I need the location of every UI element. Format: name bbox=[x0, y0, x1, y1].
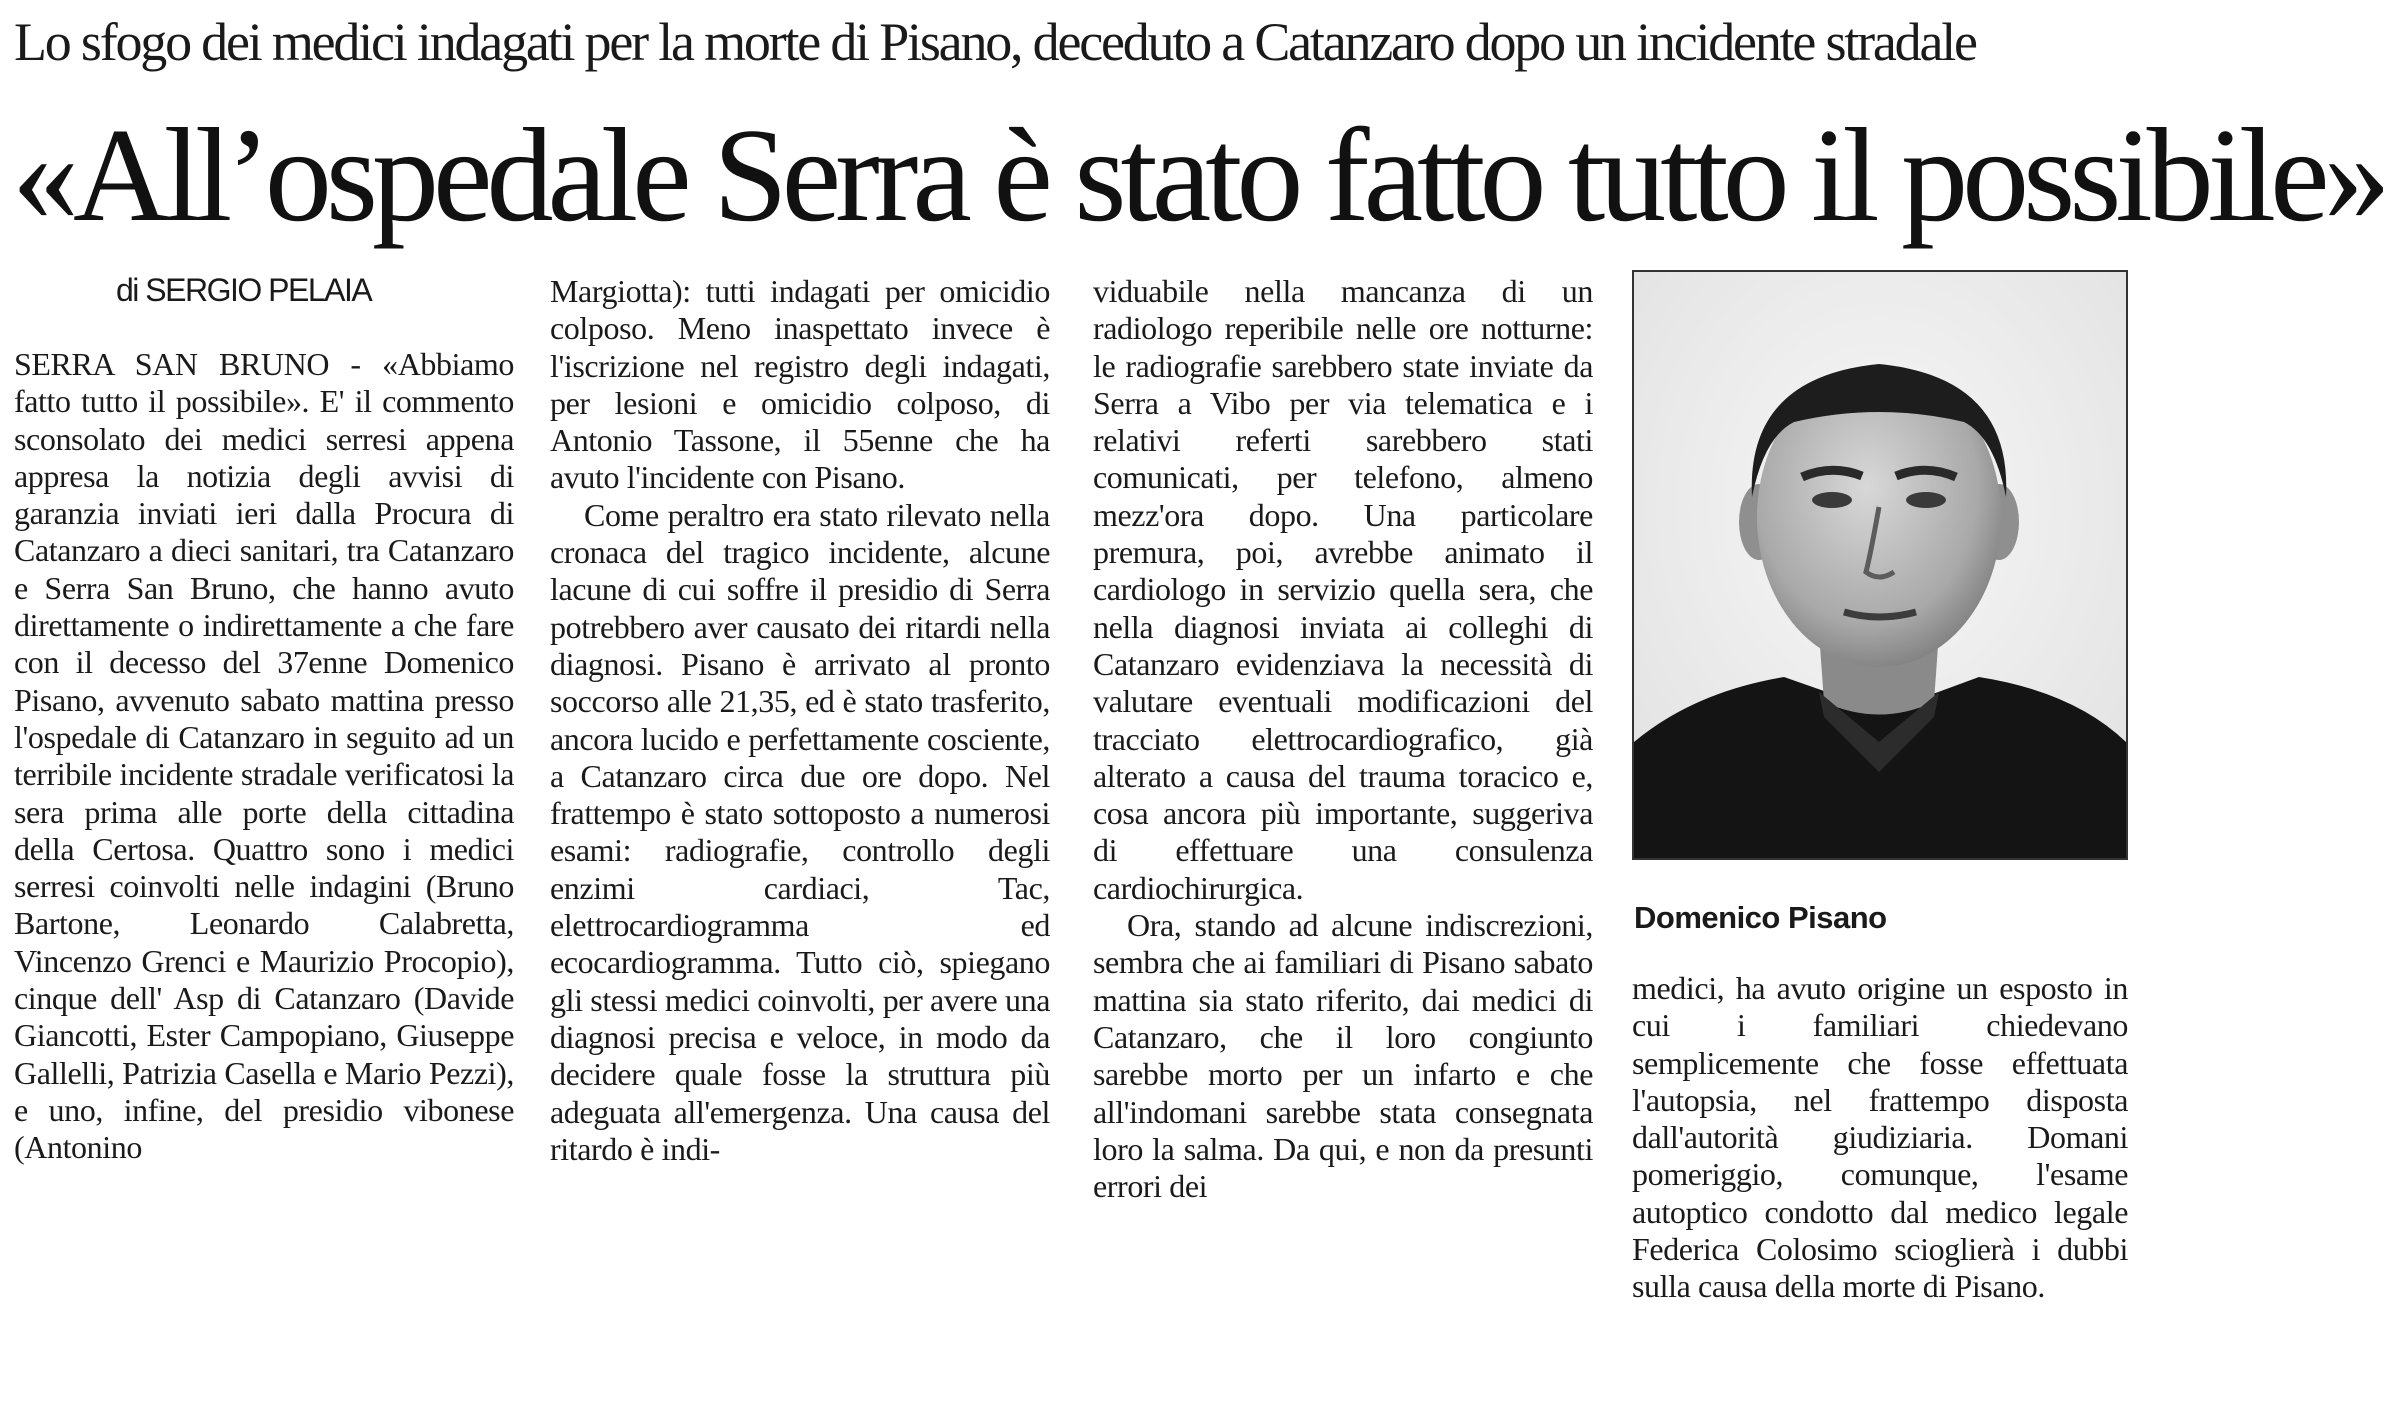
portrait-photo bbox=[1632, 270, 2128, 860]
paragraph: SERRA SAN BRUNO - «Abbiamo fatto tutto il possibile». E' il commento sconsolato dei medici serresi appena appresa la notizia degli avvisi di garanzia inviati ieri dalla Procura di Catanzaro a dieci sanitari, tra Catanzaro e Serra San Bruno, che hanno avuto direttamente o indirettamente a che fare con il decesso del 37enne Domenico Pisano, avvenuto sabato mattina presso l'ospedale di Catanzaro in seguito ad un terribile incidente stradale verificatosi la sera prima alle porte della cittadina della Certosa. Quattro sono i medici serresi coinvolti nelle indagini (Bruno Bartone, Leonardo Calabretta, Vincenzo Grenci e Maurizio Procopio), cinque dell' Asp di Catanzaro (Davide Giancotti, Ester Campopiano, Giuseppe Gallelli, Patrizia Casella e Mario Pezzi), e uno, infine, del presidio vibonese (Antonino bbox=[14, 346, 514, 1166]
photo-caption: Domenico Pisano bbox=[1634, 900, 1887, 935]
paragraph: medici, ha avuto origine un esposto in cui i familiari chiedevano semplicemente che fosse effettuata l'autopsia, nel frattempo disposta dall'autorità giudiziaria. Domani pomeriggio, comunque, l'esame autoptico condotto dal medico legale Federica Colosimo scioglierà i dubbi sulla causa della morte di Pisano. bbox=[1632, 970, 2128, 1305]
paragraph: Margiotta): tutti indagati per omicidio colposo. Meno inaspettato invece è l'iscrizione nel registro degli indagati, per lesioni e omicidio colposo, di Antonio Tassone, il 55enne che ha avuto l'incidente con Pisano. bbox=[550, 273, 1050, 496]
headline: «All’ospedale Serra è stato fatto tutto il possibile» bbox=[12, 101, 2385, 249]
kicker: Lo sfogo dei medici indagati per la morte di Pisano, deceduto a Catanzaro dopo un incidente stradale bbox=[14, 12, 1976, 72]
paragraph: viduabile nella mancanza di un radiologo reperibile nelle ore notturne: le radiografie sarebbero state inviate da Serra a Vibo per via telematica e i relativi referti sarebbero stati comunicati, per telefono, almeno mezz'ora dopo. Una particolare premura, poi, avrebbe animato il cardiologo in servizio quella sera, che nella diagnosi inviata ai colleghi di Catanzaro evidenziava la necessità di valutare eventuali modificazioni del tracciato elettrocardiografico, già alterato a causa del trauma toracico e, cosa ancora più importante, suggeriva di effettuare una consulenza cardiochirurgica. bbox=[1093, 273, 1593, 906]
article-column-2 bbox=[550, 273, 1050, 1168]
article-column-3 bbox=[1093, 273, 1593, 1205]
article-column-4 bbox=[1632, 970, 2128, 1306]
paragraph: Come peraltro era stato rilevato nella cronaca del tragico incidente, alcune lacune di cui soffre il presidio di Serra potrebbero aver causato dei ritardi nella diagnosi. Pisano è arrivato al pronto soccorso alle 21,35, ed è stato trasferito, ancora lucido e perfettamente cosciente, a Catanzaro circa due ore dopo. Nel frattempo è stato sottoposto a numerosi esami: radiografie, controllo degli enzimi cardiaci, Tac, elettrocardiogramma ed ecocardiogramma. Tutto ciò, spiegano gli stessi medici coinvolti, per avere una diagnosi precisa e veloce, in modo da decidere quale fosse la struttura più adeguata all'emergenza. Una causa del ritardo è indi- bbox=[550, 496, 1050, 1167]
byline: di SERGIO PELAIA bbox=[116, 272, 372, 308]
article-column-1 bbox=[14, 346, 514, 1167]
paragraph: Ora, stando ad alcune indiscrezioni, sembra che ai familiari di Pisano sabato mattina sia stato riferito, dai medici di Catanzaro, che il loro congiunto sarebbe morto per un infarto e che all'indomani sarebbe stata consegnata loro la salma. Da qui, e non da presunti errori dei bbox=[1093, 907, 1593, 1205]
